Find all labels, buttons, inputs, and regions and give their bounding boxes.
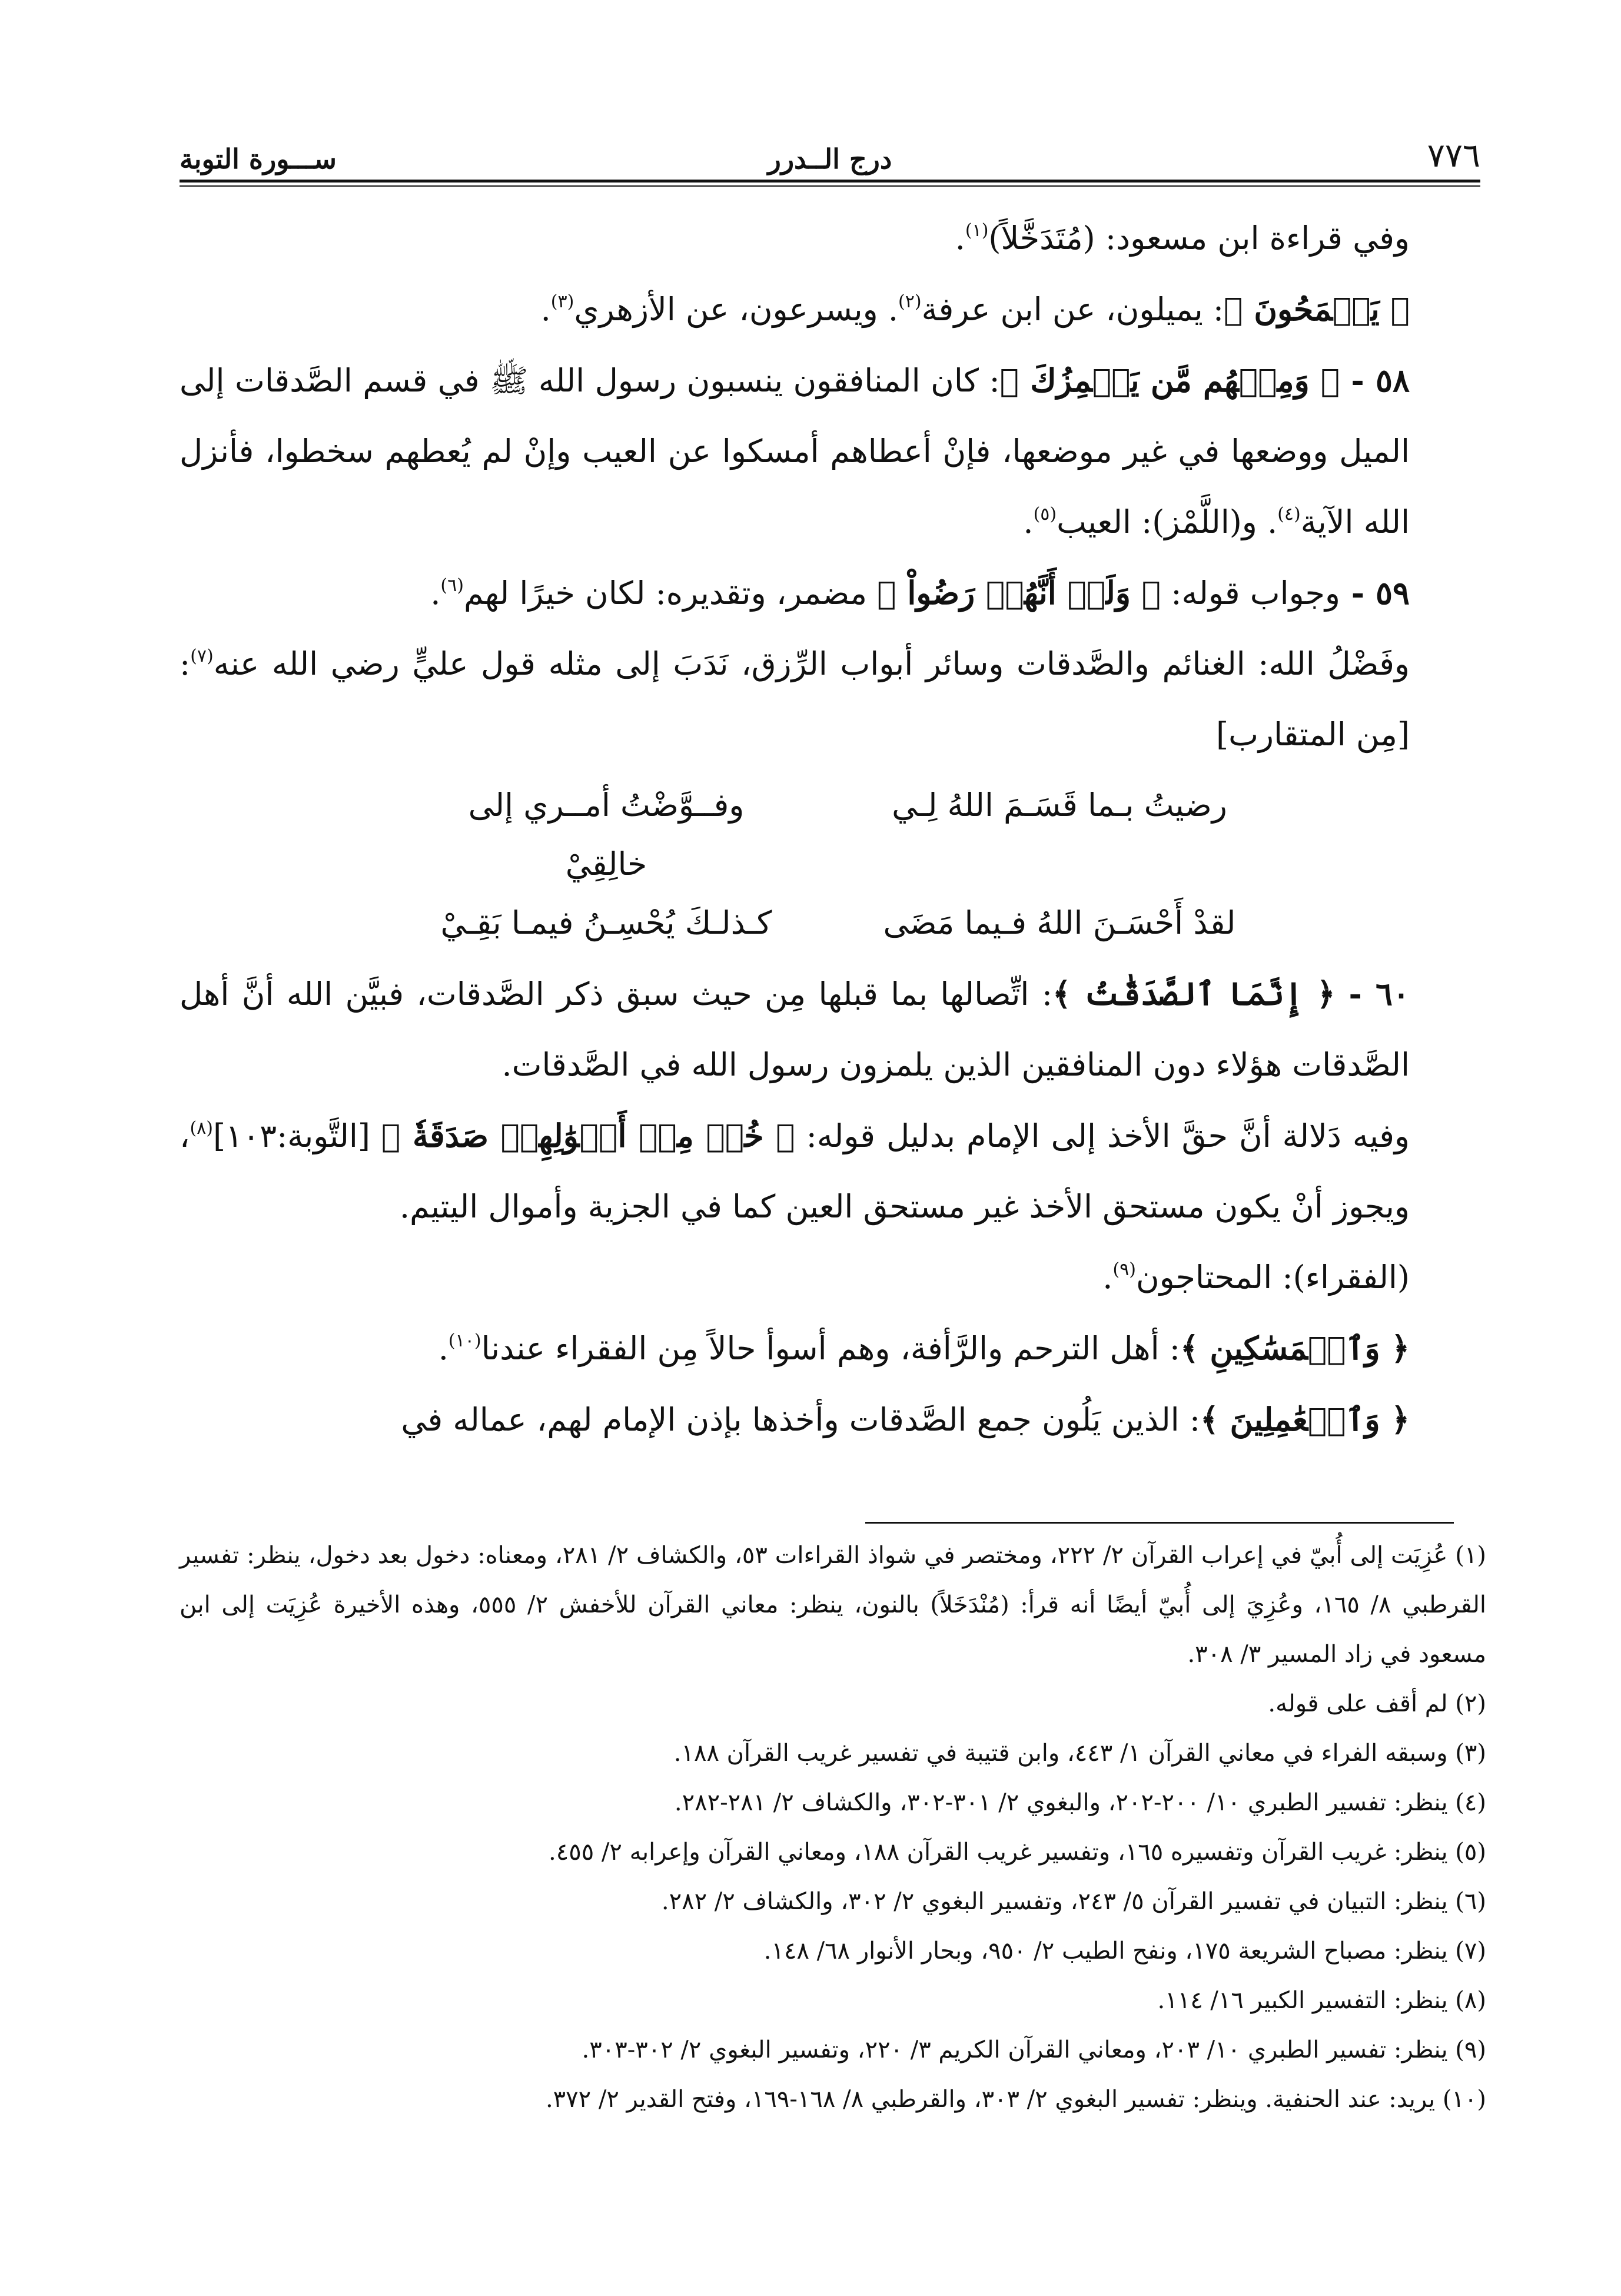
- quran-verse: ﴿ وَٱلۡمَسَٰكِينِ ﴾: [1180, 1329, 1410, 1367]
- verse-number: ٦٠ -: [1335, 975, 1410, 1013]
- poem-hemistich: لقدْ أَحْسَـنَ اللهُ فـيما مَضَى: [883, 904, 1236, 941]
- footnote-ref[interactable]: (٥): [1033, 504, 1057, 525]
- quran-verse: ﴿ خُذۡ مِنۡ أَمۡوَٰلِهِمۡ صَدَقَةٗ ﴾: [381, 1117, 795, 1154]
- paragraph: وفيه دَلالة أنَّ حقَّ الأخذ إلى الإمام بدليل قوله: ﴿ خُذۡ مِنۡ أَمۡوَٰلِهِمۡ صَدَقَةٗ ﴾ [التَّوبة:١٠٣]$^{(٨)}$، ويجوز أنْ يكون مستحق الأخذ غير مستحق العين كما في الجزية وأموال اليتيم.: [180, 1117, 1410, 1225]
- footnote: (١٠) يريد: عند الحنفية. وينظر: تفسير البغوي ٢/ ٣٠٣، والقرطبي ٨/ ١٦٨-١٦٩، وفتح القدير ٢/ ٣٧٢.: [545, 2086, 1486, 2113]
- footnote: (٦) ينظر: التبيان في تفسير القرآن ٥/ ٢٤٣، وتفسير البغوي ٢/ ٣٠٢، والكشاف ٢/ ٢٨٢.: [661, 1888, 1486, 1915]
- footnote-ref[interactable]: (٤): [1277, 504, 1301, 525]
- poem-hemistich: وفــوَّضْتُ أمــري إلى خالِقِيْ: [468, 787, 745, 882]
- paragraph: ﴿ وَٱلۡعَٰمِلِينَ ﴾: الذين يَلُون جمع الصَّدقات وأخذها بإذن الإمام لهم، عماله في: [401, 1401, 1410, 1438]
- running-header: [180, 127, 1480, 180]
- footnote: (٣) وسبقه الفراء في معاني القرآن ١/ ٤٤٣، وابن قتيبة في تفسير غريب القرآن ١٨٨.: [673, 1740, 1486, 1767]
- page-number: ٧٧٦: [1427, 137, 1480, 175]
- quran-verse: ﴿ وَٱلۡعَٰمِلِينَ ﴾: [1200, 1401, 1410, 1438]
- footnote-ref[interactable]: (٣): [550, 291, 574, 312]
- poem-verse: [180, 776, 1486, 894]
- footnote-ref[interactable]: (٦): [440, 575, 464, 596]
- footnote-ref[interactable]: (٨): [190, 1118, 213, 1139]
- footnote-ref[interactable]: (٧): [190, 646, 214, 666]
- book-title: درج الــدرر: [768, 143, 892, 175]
- footnote-ref[interactable]: (١): [965, 220, 989, 241]
- header-rule-thick: [180, 180, 1480, 183]
- quran-verse: ﴿ يَجۡمَحُونَ ﴾: [1224, 290, 1410, 328]
- footnote: (٩) ينظر: تفسير الطبري ١٠/ ٢٠٣، ومعاني القرآن الكريم ٣/ ٢٢٠، وتفسير البغوي ٢/ ٣٠٢-٣٠٣.: [582, 2036, 1486, 2063]
- paragraph: ٥٨ - ﴿ وَمِنۡهُم مَّن يَلۡمِزُكَ ﴾: كان المنافقون ينسبون رسول الله ﷺ في قسم الصَّدقات إلى الميل ووضعها في غير موضعها، فإنْ أعطاهم أمسكوا عن العيب وإنْ لم يُعطهم سخطوا، فأنزل الله الآية$^{(٤)}$. و(اللَّمْز): العيب$^{(٥)}$.: [180, 361, 1410, 540]
- footnote-ref[interactable]: (٢): [898, 291, 922, 312]
- verse-number: ٥٩ -: [1340, 574, 1410, 612]
- surah-title: ســـورة التوبة: [180, 143, 337, 175]
- verse-number: ٥٨ -: [1340, 361, 1410, 399]
- footnote: (٧) ينظر: مصباح الشريعة ١٧٥، ونفح الطيب ٢/ ٩٥٠، وبحار الأنوار ٦٨/ ١٤٨.: [763, 1937, 1486, 1965]
- footnote: (٨) ينظر: التفسير الكبير ١٦/ ١١٤.: [1157, 1987, 1486, 2014]
- paragraph: ٥٩ - وجواب قوله: ﴿ وَلَوۡ أَنَّهُمۡ رَضُواْ ﴾ مضمر، وتقديره: لكان خيرًا لهم$^{(٦)}$.: [430, 574, 1410, 612]
- paragraph: (الفقراء): المحتاجون$^{(٩)}$.: [1102, 1259, 1410, 1296]
- paragraph: ﴿ وَٱلۡمَسَٰكِينِ ﴾: أهل الترحم والرَّأفة، وهم أسوأ حالاً مِن الفقراء عندنا$^{(١٠)}$.: [438, 1329, 1410, 1367]
- main-text: [180, 203, 1486, 1455]
- quran-verse: ﴿ وَمِنۡهُم مَّن يَلۡمِزُكَ ﴾: [999, 361, 1340, 399]
- paragraph: وفي قراءة ابن مسعود: (مُتَدَخَّلاً)$^{(١)}$.: [955, 220, 1410, 257]
- footnote-ref[interactable]: (٩): [1112, 1259, 1136, 1280]
- poem-hemistich: كـذلـكَ يُحْسِـنُ فيمـا بَقِـيْ: [440, 904, 772, 941]
- poem-hemistich: رضيتُ بـما قَسَـمَ اللهُ لِـي: [892, 787, 1227, 824]
- footnote-ref[interactable]: (١٠): [448, 1331, 481, 1351]
- footnote-separator: [865, 1522, 1454, 1524]
- paragraph: ٦٠ - ﴿ إِنَّمَا ٱلصَّدَقَٰتُ ﴾: اتِّصالها بما قبلها مِن حيث سبق ذكر الصَّدقات، فبيَّن الله أنَّ أهل الصَّدقات هؤلاء دون المنافقين الذين يلمزون رسول الله في الصَّدقات.: [180, 975, 1410, 1083]
- footnote: (٢) لم أقف على قوله.: [1268, 1690, 1486, 1717]
- quran-verse: ﴿ وَلَوۡ أَنَّهُمۡ رَضُواْ ﴾: [877, 574, 1161, 612]
- footnote: (٥) ينظر: غريب القرآن وتفسيره ١٦٥، وتفسير غريب القرآن ١٨٨، ومعاني القرآن وإعرابه ٢/ ٤٥٥.: [549, 1839, 1486, 1866]
- paragraph: ﴿ يَجۡمَحُونَ ﴾: يميلون، عن ابن عرفة$^{(٢)}$. ويسرعون، عن الأزهري$^{(٣)}$.: [540, 290, 1410, 328]
- footnote: (٤) ينظر: تفسير الطبري ١٠/ ٢٠٠-٢٠٢، والبغوي ٢/ ٣٠١-٣٠٢، والكشاف ٢/ ٢٨١-٢٨٢.: [674, 1789, 1486, 1816]
- poem: [180, 776, 1486, 953]
- poem-verse: [180, 894, 1486, 953]
- quran-verse: ﴿ إِنَّمَا ٱلصَّدَقَٰتُ ﴾: [1052, 975, 1336, 1013]
- paragraph: وفَضْلُ الله: الغنائم والصَّدقات وسائر أبواب الرِّزق، نَدَبَ إلى مثله قول عليٍّ رضي الله عنه$^{(٧)}$: [مِن المتقارب]: [180, 645, 1410, 753]
- footnote: (١) عُزِيَت إلى أُبيّ في إعراب القرآن ٢/ ٢٢٢، ومختصر في شواذ القراءات ٥٣، والكشاف ٢/ ٢٨١، ومعناه: دخول بعد دخول، ينظر: تفسير القرطبي ٨/ ١٦٥، وعُزِيَ إلى أُبيّ أيضًا أنه قرأ: (مُنْدَخَلاً) بالنون، ينظر: معاني القرآن للأخفش ٢/ ٥٥٥، وهذه الأخيرة عُزِيَت إلى ابن مسعود في زاد المسير ٣/ ٣٠٨.: [180, 1542, 1487, 1668]
- footnotes: [180, 1531, 1486, 2124]
- header-rule-thin: [180, 185, 1480, 187]
